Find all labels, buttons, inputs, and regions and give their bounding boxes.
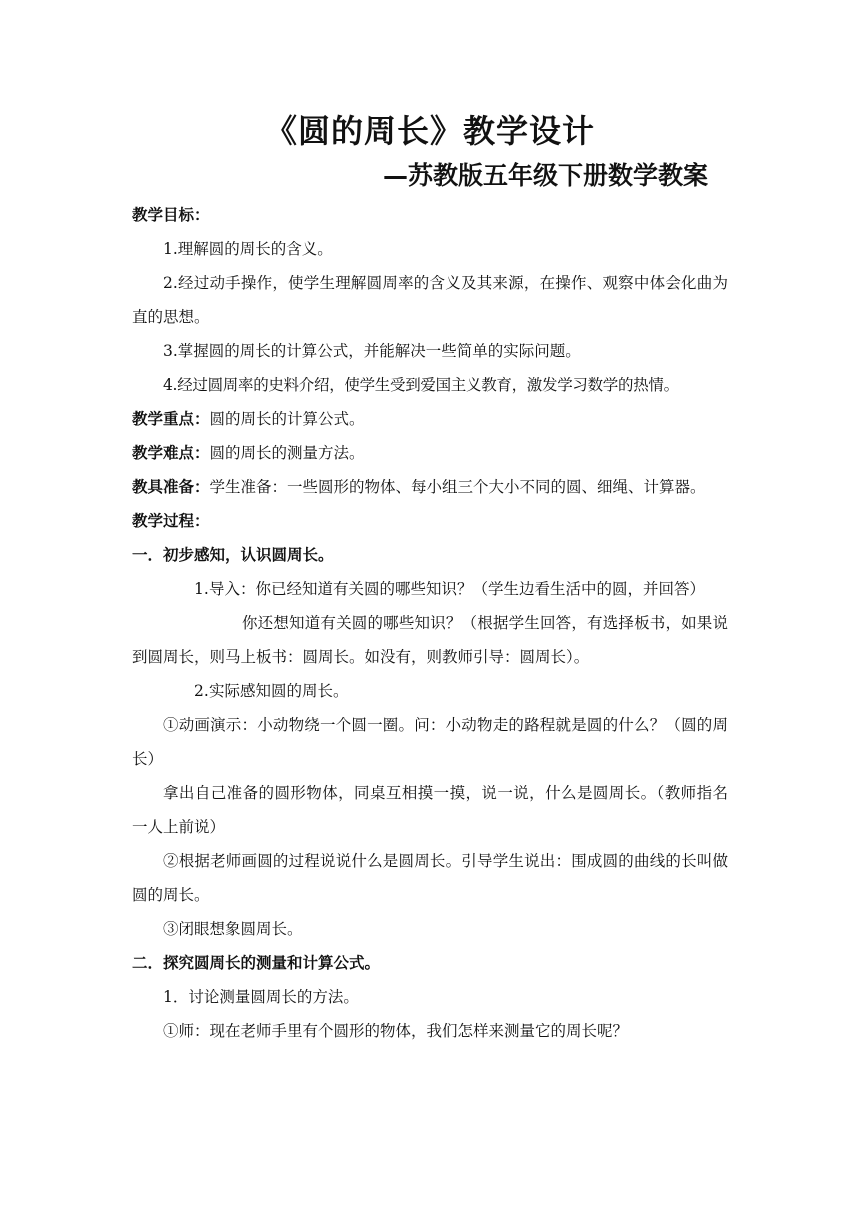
materials-text: 学生准备：一些圆形的物体、每小组三个大小不同的圆、细绳、计算器。 <box>209 478 706 496</box>
key-point-label: 教学重点： <box>132 409 210 428</box>
step-2-number: 2. <box>194 682 209 700</box>
key-point <box>132 402 728 436</box>
document-title: 《圆的周长》教学设计 <box>264 112 595 150</box>
difficulty <box>132 436 728 470</box>
step-1-text: 导入：你已经知道有关圆的哪些知识？（学生边看生活中的圆，并回答） <box>209 580 706 598</box>
step-1-follow: 你还想知道有关圆的哪些知识？（根据学生回答，有选择板书，如果说到圆周长，则马上板书：圆周长。如没有，则教师引导：圆周长）。 <box>132 614 728 666</box>
paragraph: ①动画演示：小动物绕一个圆一圈。问：小动物走的路程就是圆的什么？（圆的周长） <box>132 716 728 768</box>
objective-item: 1.理解圆的周长的含义。 <box>163 240 333 258</box>
document-subtitle: —苏教版五年级下册数学教案 <box>383 161 709 190</box>
step-2-text: 实际感知圆的周长。 <box>209 682 349 700</box>
step-1 <box>132 572 728 606</box>
materials <box>132 470 728 504</box>
key-point-text: 圆的周长的计算公式。 <box>209 410 365 428</box>
paragraph: ②根据老师画圆的过程说说什么是圆周长。引导学生说出：围成圆的曲线的长叫做圆的周长。 <box>132 852 728 904</box>
paragraph: 拿出自己准备的圆形物体，同桌互相摸一摸，说一说，什么是圆周长。（教师指名一人上前说） <box>132 784 728 836</box>
objectives-heading: 教学目标： <box>132 205 210 224</box>
paragraph: 1．讨论测量圆周长的方法。 <box>163 988 359 1006</box>
step-1-number: 1. <box>194 580 209 598</box>
section-1-heading: 一．初步感知，认识圆周长。 <box>132 545 334 564</box>
document-body <box>132 198 728 1048</box>
paragraph: ①师：现在老师手里有个圆形的物体，我们怎样来测量它的周长呢？ <box>163 1022 629 1040</box>
materials-label: 教具准备： <box>132 477 210 496</box>
objective-item: 2.经过动手操作，使学生理解圆周率的含义及其来源，在操作、观察中体会化曲为直的思想。 <box>132 274 728 326</box>
process-heading: 教学过程： <box>132 511 210 530</box>
step-2 <box>132 674 728 708</box>
section-2-heading: 二．探究圆周长的测量和计算公式。 <box>132 953 381 972</box>
difficulty-label: 教学难点： <box>132 443 210 462</box>
difficulty-text: 圆的周长的测量方法。 <box>209 444 365 462</box>
objective-item: 3.掌握圆的周长的计算公式，并能解决一些简单的实际问题。 <box>163 342 581 360</box>
paragraph: ③闭眼想象圆周长。 <box>163 920 303 938</box>
objective-item: 4.经过圆周率的史料介绍，使学生受到爱国主义教育，激发学习数学的热情。 <box>163 376 679 394</box>
